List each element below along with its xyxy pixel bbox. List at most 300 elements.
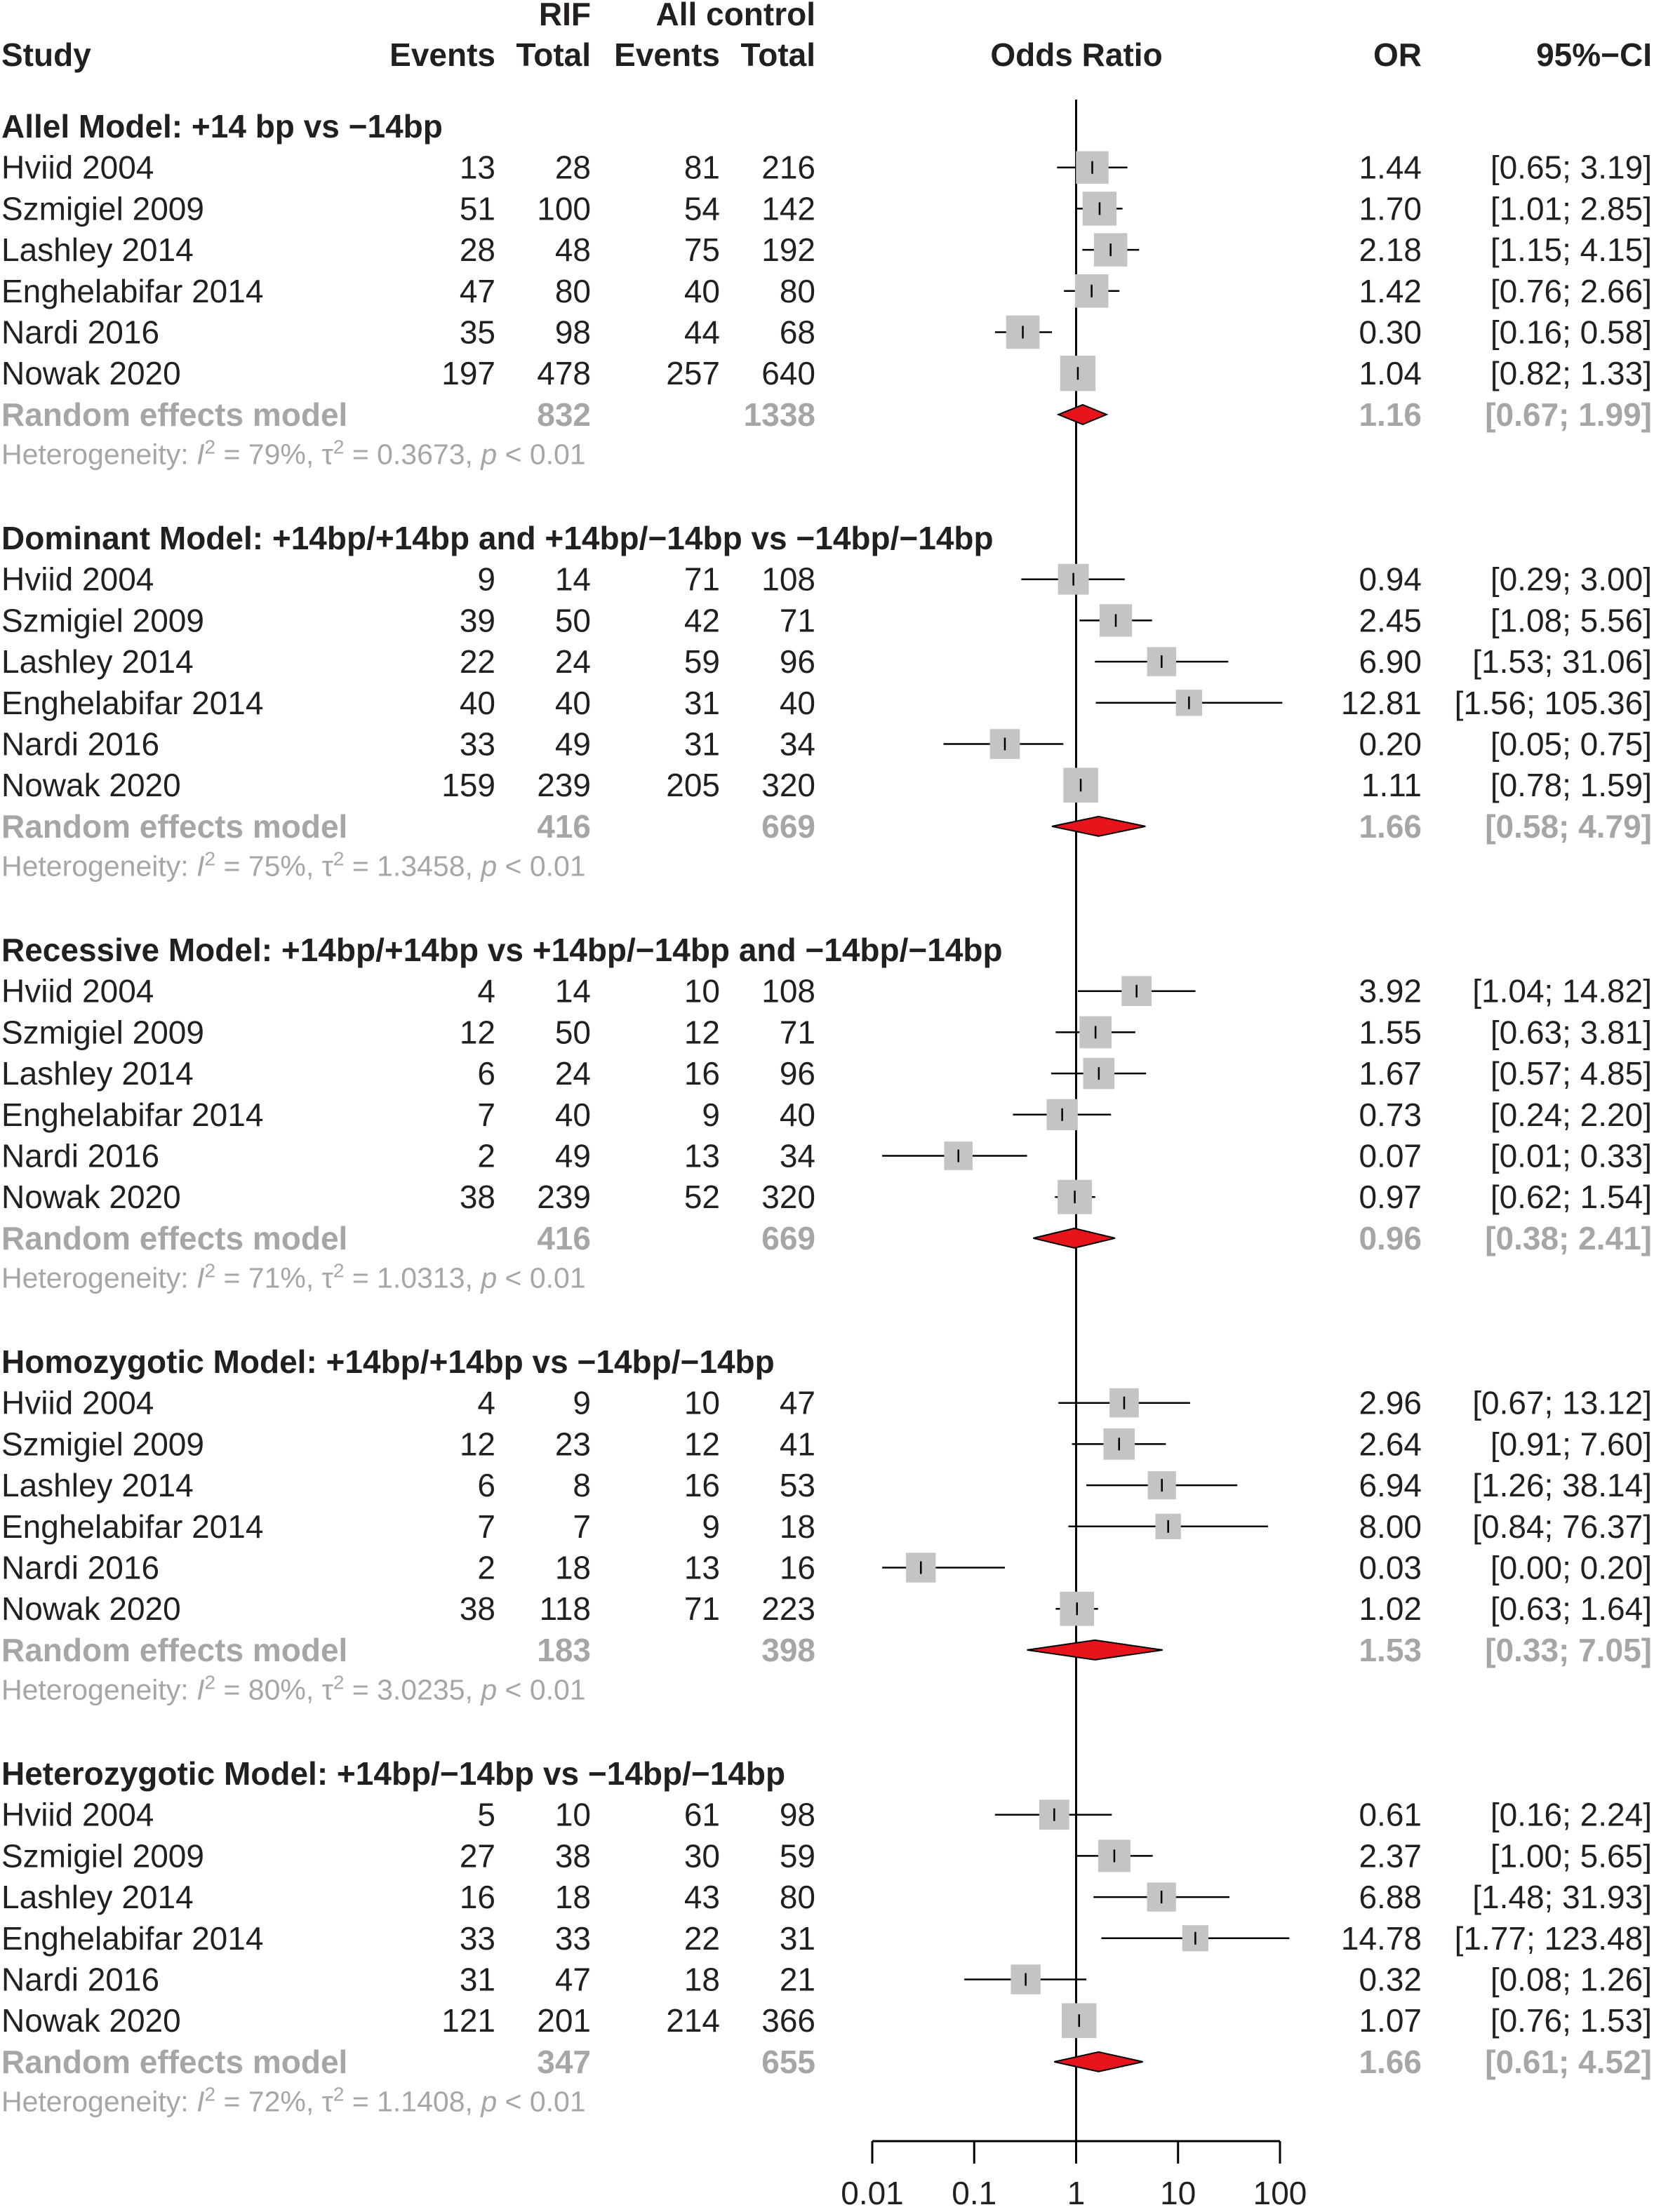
rif-total: 23 xyxy=(554,1426,591,1463)
control-total: 59 xyxy=(779,1837,815,1875)
study-row xyxy=(1,1962,1652,1998)
pooled-label: Random effects model xyxy=(1,807,348,845)
rif-total: 98 xyxy=(554,314,591,351)
odds-ratio-value: 0.73 xyxy=(1359,1096,1422,1133)
pooled-label: Random effects model xyxy=(1,396,348,433)
control-events: 43 xyxy=(683,1879,720,1916)
header-study: Study xyxy=(1,36,91,73)
control-events: 31 xyxy=(683,684,720,721)
rif-events: 12 xyxy=(459,1426,495,1463)
confidence-interval: [0.57; 4.85] xyxy=(1490,1055,1652,1092)
control-total: 71 xyxy=(779,1014,815,1051)
confidence-interval: [1.26; 38.14] xyxy=(1472,1467,1652,1504)
heterogeneity-stats: Heterogeneity: $I^2 = 72\%$, $\tau^2 = 1.1408$, p < 0.01 xyxy=(1,2083,586,2118)
odds-ratio-value: 6.88 xyxy=(1359,1879,1422,1916)
pooled-control-total: 669 xyxy=(761,807,815,845)
study-row xyxy=(1,190,1652,227)
confidence-interval: [1.56; 105.36] xyxy=(1454,684,1652,721)
odds-ratio-value: 12.81 xyxy=(1340,684,1422,721)
pooled-row xyxy=(1,808,1652,845)
confidence-interval: [0.16; 2.24] xyxy=(1490,1796,1652,1833)
control-total: 320 xyxy=(761,1179,815,1216)
pooled-diamond xyxy=(1054,2052,1142,2072)
rif-events: 28 xyxy=(459,232,495,269)
header-or: OR xyxy=(1373,36,1422,73)
rif-total: 18 xyxy=(554,1879,591,1916)
confidence-interval: [1.01; 2.85] xyxy=(1490,190,1652,227)
pooled-diamond xyxy=(1033,1228,1115,1248)
confidence-interval: [1.15; 4.15] xyxy=(1490,232,1652,269)
study-row xyxy=(1,149,1652,186)
control-total: 366 xyxy=(761,2002,815,2039)
pooled-row xyxy=(1,396,1652,433)
study-name: Nardi 2016 xyxy=(1,1137,160,1174)
header-control-events: Events xyxy=(614,36,720,73)
x-axis-tick-label: 10 xyxy=(1160,2175,1196,2211)
pooled-label: Random effects model xyxy=(1,1631,348,1668)
rif-events: 121 xyxy=(441,2002,495,2039)
control-total: 41 xyxy=(779,1426,815,1463)
study-name: Nowak 2020 xyxy=(1,1179,181,1216)
control-total: 108 xyxy=(761,972,815,1010)
pooled-ci: [0.58; 4.79] xyxy=(1485,807,1652,845)
pooled-control-total: 655 xyxy=(761,2043,815,2080)
odds-ratio-value: 1.07 xyxy=(1359,2002,1422,2039)
control-total: 223 xyxy=(761,1590,815,1628)
control-total: 320 xyxy=(761,767,815,804)
pooled-ci: [0.67; 1.99] xyxy=(1485,396,1652,433)
subgroup-title: Homozygotic Model: +14bp/+14bp vs −14bp/−14bp xyxy=(1,1343,775,1380)
control-total: 96 xyxy=(779,643,815,681)
control-events: 13 xyxy=(683,1549,720,1586)
rif-total: 24 xyxy=(554,1055,591,1092)
rif-events: 22 xyxy=(459,643,495,681)
control-events: 71 xyxy=(683,561,720,598)
control-events: 18 xyxy=(683,1961,720,1998)
x-axis-tick-label: 0.01 xyxy=(841,2175,904,2211)
control-events: 71 xyxy=(683,1590,720,1628)
odds-ratio-value: 1.70 xyxy=(1359,190,1422,227)
control-events: 40 xyxy=(683,272,720,309)
rif-total: 38 xyxy=(554,1837,591,1875)
study-name: Enghelabifar 2014 xyxy=(1,1096,264,1133)
control-total: 31 xyxy=(779,1919,815,1957)
subgroup xyxy=(1,520,1652,883)
study-row xyxy=(1,726,1652,763)
study-row xyxy=(1,355,1652,391)
confidence-interval: [1.77; 123.48] xyxy=(1454,1919,1652,1957)
rif-total: 49 xyxy=(554,1137,591,1174)
study-row xyxy=(1,685,1652,721)
odds-ratio-value: 0.32 xyxy=(1359,1961,1422,1998)
rif-events: 197 xyxy=(441,355,495,392)
confidence-interval: [0.84; 76.37] xyxy=(1472,1508,1652,1545)
control-events: 31 xyxy=(683,725,720,763)
control-total: 192 xyxy=(761,232,815,269)
pooled-rif-total: 347 xyxy=(537,2043,591,2080)
study-row xyxy=(1,973,1652,1010)
study-name: Szmigiel 2009 xyxy=(1,1014,204,1051)
rif-total: 239 xyxy=(537,767,591,804)
confidence-interval: [0.62; 1.54] xyxy=(1490,1179,1652,1216)
study-row xyxy=(1,1426,1652,1462)
pooled-or-value: 0.96 xyxy=(1359,1219,1422,1256)
control-events: 10 xyxy=(683,1384,720,1421)
column-headers xyxy=(1,0,1652,73)
rif-total: 100 xyxy=(537,190,591,227)
odds-ratio-value: 0.97 xyxy=(1359,1179,1422,1216)
study-name: Nowak 2020 xyxy=(1,767,181,804)
rif-events: 31 xyxy=(459,1961,495,1998)
header-control-total: Total xyxy=(740,36,815,73)
rif-events: 16 xyxy=(459,1879,495,1916)
control-events: 9 xyxy=(702,1508,720,1545)
control-events: 205 xyxy=(666,767,720,804)
study-row xyxy=(1,643,1652,680)
rif-events: 159 xyxy=(441,767,495,804)
confidence-interval: [0.82; 1.33] xyxy=(1490,355,1652,392)
study-row xyxy=(1,314,1652,351)
rif-total: 239 xyxy=(537,1179,591,1216)
odds-ratio-value: 2.96 xyxy=(1359,1384,1422,1421)
control-events: 12 xyxy=(683,1426,720,1463)
odds-ratio-value: 2.64 xyxy=(1359,1426,1422,1463)
rif-total: 24 xyxy=(554,643,591,681)
odds-ratio-value: 1.04 xyxy=(1359,355,1422,392)
rif-events: 4 xyxy=(477,1384,495,1421)
rif-total: 14 xyxy=(554,561,591,598)
header-rif-total: Total xyxy=(516,36,591,73)
study-name: Enghelabifar 2014 xyxy=(1,1919,264,1957)
control-total: 68 xyxy=(779,314,815,351)
header-ci: 95%−CI xyxy=(1536,36,1652,73)
control-events: 52 xyxy=(683,1179,720,1216)
rif-total: 40 xyxy=(554,684,591,721)
rif-events: 38 xyxy=(459,1179,495,1216)
control-events: 16 xyxy=(683,1055,720,1092)
odds-ratio-value: 1.67 xyxy=(1359,1055,1422,1092)
rif-events: 33 xyxy=(459,1919,495,1957)
rif-total: 9 xyxy=(573,1384,591,1421)
subgroup-title: Recessive Model: +14bp/+14bp vs +14bp/−14bp and −14bp/−14bp xyxy=(1,932,1003,968)
control-total: 16 xyxy=(779,1549,815,1586)
study-row xyxy=(1,561,1652,598)
study-row xyxy=(1,1879,1652,1915)
pooled-ci: [0.33; 7.05] xyxy=(1485,1631,1652,1668)
pooled-diamond xyxy=(1058,405,1107,424)
control-total: 80 xyxy=(779,272,815,309)
confidence-interval: [1.53; 31.06] xyxy=(1472,643,1652,681)
odds-ratio-value: 0.07 xyxy=(1359,1137,1422,1174)
study-name: Hviid 2004 xyxy=(1,149,154,186)
confidence-interval: [0.63; 1.64] xyxy=(1490,1590,1652,1628)
study-name: Lashley 2014 xyxy=(1,643,194,681)
study-name: Enghelabifar 2014 xyxy=(1,684,264,721)
pooled-or-value: 1.66 xyxy=(1359,2043,1422,2080)
rif-events: 35 xyxy=(459,314,495,351)
pooled-rif-total: 416 xyxy=(537,807,591,845)
rif-events: 38 xyxy=(459,1590,495,1628)
subgroup xyxy=(1,108,1652,471)
pooled-rif-total: 832 xyxy=(537,396,591,433)
pooled-rif-total: 183 xyxy=(537,1631,591,1668)
rif-total: 50 xyxy=(554,1014,591,1051)
study-name: Hviid 2004 xyxy=(1,561,154,598)
confidence-interval: [0.00; 0.20] xyxy=(1490,1549,1652,1586)
control-total: 98 xyxy=(779,1796,815,1833)
control-total: 34 xyxy=(779,725,815,763)
confidence-interval: [0.76; 1.53] xyxy=(1490,2002,1652,2039)
pooled-label: Random effects model xyxy=(1,2043,348,2080)
rif-total: 47 xyxy=(554,1961,591,1998)
study-row xyxy=(1,1014,1652,1050)
heterogeneity-stats: Heterogeneity: $I^2 = 75\%$, $\tau^2 = 1.3458$, p < 0.01 xyxy=(1,847,586,883)
control-events: 44 xyxy=(683,314,720,351)
study-row xyxy=(1,273,1652,309)
pooled-row xyxy=(1,2044,1652,2080)
study-row xyxy=(1,1385,1652,1421)
study-name: Szmigiel 2009 xyxy=(1,190,204,227)
pooled-row xyxy=(1,1632,1652,1668)
study-row xyxy=(1,1467,1652,1503)
confidence-interval: [1.04; 14.82] xyxy=(1472,972,1652,1010)
odds-ratio-value: 0.20 xyxy=(1359,725,1422,763)
control-events: 9 xyxy=(702,1096,720,1133)
confidence-interval: [1.08; 5.56] xyxy=(1490,602,1652,639)
study-row xyxy=(1,1837,1652,1874)
odds-ratio-value: 14.78 xyxy=(1340,1919,1422,1957)
study-row xyxy=(1,2002,1652,2039)
study-row xyxy=(1,1508,1652,1545)
rif-total: 50 xyxy=(554,602,591,639)
study-name: Nardi 2016 xyxy=(1,1549,160,1586)
pooled-diamond xyxy=(1052,817,1145,836)
study-row xyxy=(1,232,1652,268)
odds-ratio-value: 2.37 xyxy=(1359,1837,1422,1875)
odds-ratio-value: 0.03 xyxy=(1359,1549,1422,1586)
study-name: Nardi 2016 xyxy=(1,1961,160,1998)
x-axis-tick-label: 100 xyxy=(1253,2175,1307,2211)
control-events: 16 xyxy=(683,1467,720,1504)
confidence-interval: [0.78; 1.59] xyxy=(1490,767,1652,804)
confidence-interval: [0.63; 3.81] xyxy=(1490,1014,1652,1051)
odds-ratio-value: 0.94 xyxy=(1359,561,1422,598)
study-row xyxy=(1,1055,1652,1092)
rif-events: 27 xyxy=(459,1837,495,1875)
study-name: Lashley 2014 xyxy=(1,232,194,269)
control-total: 80 xyxy=(779,1879,815,1916)
odds-ratio-value: 0.30 xyxy=(1359,314,1422,351)
rif-events: 6 xyxy=(477,1055,495,1092)
rif-events: 51 xyxy=(459,190,495,227)
control-events: 42 xyxy=(683,602,720,639)
rif-total: 14 xyxy=(554,972,591,1010)
subgroup-title: Dominant Model: +14bp/+14bp and +14bp/−14bp vs −14bp/−14bp xyxy=(1,520,994,556)
odds-ratio-value: 3.92 xyxy=(1359,972,1422,1010)
x-axis-tick-label: 0.1 xyxy=(952,2175,997,2211)
control-events: 214 xyxy=(666,2002,720,2039)
rif-total: 8 xyxy=(573,1467,591,1504)
heterogeneity-stats: Heterogeneity: $I^2 = 79\%$, $\tau^2 = 0.3673$, p < 0.01 xyxy=(1,436,586,471)
odds-ratio-value: 1.44 xyxy=(1359,149,1422,186)
study-row xyxy=(1,1590,1652,1627)
rif-events: 33 xyxy=(459,725,495,763)
confidence-interval: [0.67; 13.12] xyxy=(1472,1384,1652,1421)
rif-events: 4 xyxy=(477,972,495,1010)
control-events: 81 xyxy=(683,149,720,186)
rif-total: 48 xyxy=(554,232,591,269)
pooled-or-value: 1.16 xyxy=(1359,396,1422,433)
study-row xyxy=(1,1920,1652,1957)
confidence-interval: [0.16; 0.58] xyxy=(1490,314,1652,351)
study-row xyxy=(1,767,1652,803)
odds-ratio-value: 2.18 xyxy=(1359,232,1422,269)
rif-events: 5 xyxy=(477,1796,495,1833)
header-rif: RIF xyxy=(538,0,591,32)
confidence-interval: [0.08; 1.26] xyxy=(1490,1961,1652,1998)
rif-events: 47 xyxy=(459,272,495,309)
confidence-interval: [0.76; 2.66] xyxy=(1490,272,1652,309)
pooled-ci: [0.61; 4.52] xyxy=(1485,2043,1652,2080)
odds-ratio-value: 1.55 xyxy=(1359,1014,1422,1051)
confidence-interval: [1.00; 5.65] xyxy=(1490,1837,1652,1875)
odds-ratio-value: 2.45 xyxy=(1359,602,1422,639)
control-events: 54 xyxy=(683,190,720,227)
control-total: 142 xyxy=(761,190,815,227)
control-total: 71 xyxy=(779,602,815,639)
pooled-control-total: 669 xyxy=(761,1219,815,1256)
rif-events: 40 xyxy=(459,684,495,721)
control-events: 257 xyxy=(666,355,720,392)
control-total: 40 xyxy=(779,1096,815,1133)
x-axis xyxy=(841,2141,1307,2211)
header-rif-events: Events xyxy=(389,36,495,73)
confidence-interval: [1.48; 31.93] xyxy=(1472,1879,1652,1916)
odds-ratio-value: 6.94 xyxy=(1359,1467,1422,1504)
confidence-interval: [0.91; 7.60] xyxy=(1490,1426,1652,1463)
control-total: 640 xyxy=(761,355,815,392)
control-total: 21 xyxy=(779,1961,815,1998)
rif-events: 13 xyxy=(459,149,495,186)
pooled-row xyxy=(1,1220,1652,1256)
study-name: Lashley 2014 xyxy=(1,1467,194,1504)
odds-ratio-value: 8.00 xyxy=(1359,1508,1422,1545)
rif-events: 7 xyxy=(477,1096,495,1133)
x-axis-tick-label: 1 xyxy=(1067,2175,1086,2211)
rows-layer xyxy=(1,108,1652,2118)
confidence-interval: [0.65; 3.19] xyxy=(1490,149,1652,186)
study-row xyxy=(1,1550,1652,1586)
rif-total: 33 xyxy=(554,1919,591,1957)
study-name: Szmigiel 2009 xyxy=(1,602,204,639)
subgroup xyxy=(1,932,1652,1294)
control-total: 53 xyxy=(779,1467,815,1504)
pooled-control-total: 398 xyxy=(761,1631,815,1668)
control-events: 59 xyxy=(683,643,720,681)
odds-ratio-value: 1.42 xyxy=(1359,272,1422,309)
rif-total: 28 xyxy=(554,149,591,186)
rif-total: 478 xyxy=(537,355,591,392)
control-total: 47 xyxy=(779,1384,815,1421)
confidence-interval: [0.29; 3.00] xyxy=(1490,561,1652,598)
study-row xyxy=(1,1097,1652,1133)
pooled-label: Random effects model xyxy=(1,1219,348,1256)
rif-total: 18 xyxy=(554,1549,591,1586)
rif-total: 7 xyxy=(573,1508,591,1545)
odds-ratio-value: 6.90 xyxy=(1359,643,1422,681)
study-row xyxy=(1,1138,1652,1174)
control-total: 96 xyxy=(779,1055,815,1092)
rif-total: 201 xyxy=(537,2002,591,2039)
control-total: 18 xyxy=(779,1508,815,1545)
subgroup-title: Heterozygotic Model: +14bp/−14bp vs −14bp/−14bp xyxy=(1,1755,786,1792)
confidence-interval: [0.05; 0.75] xyxy=(1490,725,1652,763)
rif-total: 40 xyxy=(554,1096,591,1133)
study-name: Lashley 2014 xyxy=(1,1055,194,1092)
rif-total: 118 xyxy=(539,1590,591,1628)
odds-ratio-value: 1.11 xyxy=(1361,767,1422,804)
study-name: Szmigiel 2009 xyxy=(1,1837,204,1875)
control-events: 75 xyxy=(683,232,720,269)
rif-events: 2 xyxy=(477,1137,495,1174)
subgroup-title: Allel Model: +14 bp vs −14bp xyxy=(1,108,443,145)
study-name: Szmigiel 2009 xyxy=(1,1426,204,1463)
pooled-control-total: 1338 xyxy=(743,396,815,433)
control-events: 12 xyxy=(683,1014,720,1051)
rif-events: 12 xyxy=(459,1014,495,1051)
control-events: 61 xyxy=(683,1796,720,1833)
rif-total: 80 xyxy=(554,272,591,309)
pooled-rif-total: 416 xyxy=(537,1219,591,1256)
subgroup xyxy=(1,1343,1652,1706)
header-all-control: All control xyxy=(655,0,815,32)
rif-events: 7 xyxy=(477,1508,495,1545)
rif-total: 49 xyxy=(554,725,591,763)
study-name: Nowak 2020 xyxy=(1,355,181,392)
confidence-interval: [0.24; 2.20] xyxy=(1490,1096,1652,1133)
study-name: Lashley 2014 xyxy=(1,1879,194,1916)
control-total: 40 xyxy=(779,684,815,721)
rif-total: 10 xyxy=(554,1796,591,1833)
control-events: 10 xyxy=(683,972,720,1010)
study-name: Enghelabifar 2014 xyxy=(1,272,264,309)
odds-ratio-value: 1.02 xyxy=(1359,1590,1422,1628)
pooled-or-value: 1.53 xyxy=(1359,1631,1422,1668)
rif-events: 9 xyxy=(477,561,495,598)
pooled-diamond xyxy=(1027,1640,1163,1660)
control-total: 108 xyxy=(761,561,815,598)
pooled-ci: [0.38; 2.41] xyxy=(1485,1219,1652,1256)
study-name: Nowak 2020 xyxy=(1,1590,181,1628)
pooled-or-value: 1.66 xyxy=(1359,807,1422,845)
study-name: Hviid 2004 xyxy=(1,972,154,1010)
rif-events: 6 xyxy=(477,1467,495,1504)
heterogeneity-stats: Heterogeneity: $I^2 = 71\%$, $\tau^2 = 1.0313$, p < 0.01 xyxy=(1,1259,586,1294)
odds-ratio-value: 0.61 xyxy=(1359,1796,1422,1833)
control-events: 13 xyxy=(683,1137,720,1174)
study-row xyxy=(1,1179,1652,1215)
study-name: Nowak 2020 xyxy=(1,2002,181,2039)
control-total: 216 xyxy=(761,149,815,186)
heterogeneity-stats: Heterogeneity: $I^2 = 80\%$, $\tau^2 = 3.0235$, p < 0.01 xyxy=(1,1671,586,1706)
confidence-interval: [0.01; 0.33] xyxy=(1490,1137,1652,1174)
study-name: Hviid 2004 xyxy=(1,1384,154,1421)
control-total: 34 xyxy=(779,1137,815,1174)
study-name: Enghelabifar 2014 xyxy=(1,1508,264,1545)
study-row xyxy=(1,1797,1652,1833)
study-name: Nardi 2016 xyxy=(1,314,160,351)
header-odds-ratio: Odds Ratio xyxy=(990,36,1163,73)
